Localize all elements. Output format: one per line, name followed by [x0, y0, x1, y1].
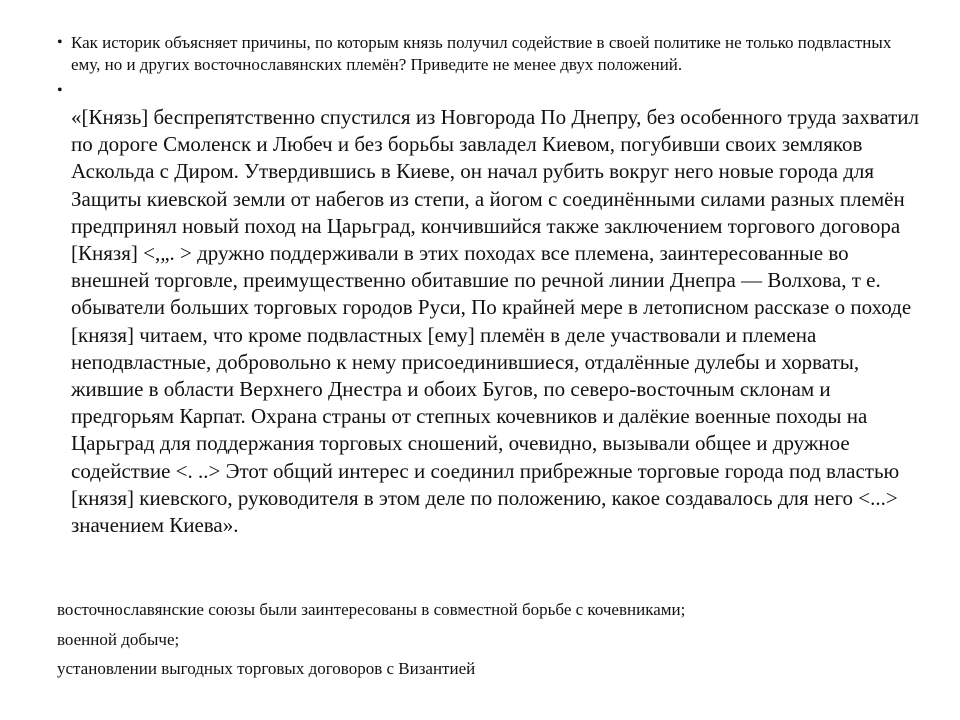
bullet-dot: •: [57, 34, 63, 51]
question-text: Как историк объясняет причины, по которым князь получил содействие в своей политике не только подвластных ему, но и других восточнославянских племён? Приведите не менее двух положений.: [71, 33, 892, 74]
answer-item: военной добыче;: [57, 629, 180, 649]
answer-item: установлении выгодных торговых договоров с Византией: [57, 659, 476, 678]
empty-bullet: [57, 80, 917, 102]
question-bullet: [57, 32, 917, 76]
source-quote: «[Князь] беспрепятственно спустился из Новгорода По Днепру, без особенного труда захватил по дороге Смоленск и Любеч и без борьбы завладел Киевом, погубивши своих земляков Аскольда с Диром. Утвердившись в Киеве, он начал рубить вокруг него новые города для Защиты киевской земли от набегов из степи, а йогом с соединёнными силами разных племён предпринял новый поход на Царьград, кончившийся также заключением торгового договора [Князя] <,„. > дружно поддерживали в этих походах все племена, заинтересованные во внешней торговле, преимущественно обитавшие по речной линии Днепра — Волхова, т е. обыватели больших торговых городов Руси, По крайней мере в летописном рассказе о походе [князя] читаем, что кроме подвластных [ему] племён в деле участвовали и племена неподвластные, добровольно к нему присоединившиеся, отдалённые дулебы и хорваты, жившие в области Верхнего Днестра и обоих Бугов, по северо-восточным склонам и предгорьям Карпат. Охрана страны от степных кочевников и далёкие военные походы на Царьград для поддержания торговых сношений, очевидно, вызывали общее и дружное содействие <. ..> Этот общий интерес и соединил прибрежные торговые города под властью [князя] киевского, руководителя в этом деле по положению, какое создавалось для него <...> значением Киева».: [71, 105, 920, 538]
answers-list: [57, 599, 937, 688]
answer-item: восточнославянские союзы были заинтересованы в совместной борьбе с кочевниками;: [57, 600, 686, 619]
bullet-dot: •: [57, 82, 63, 99]
